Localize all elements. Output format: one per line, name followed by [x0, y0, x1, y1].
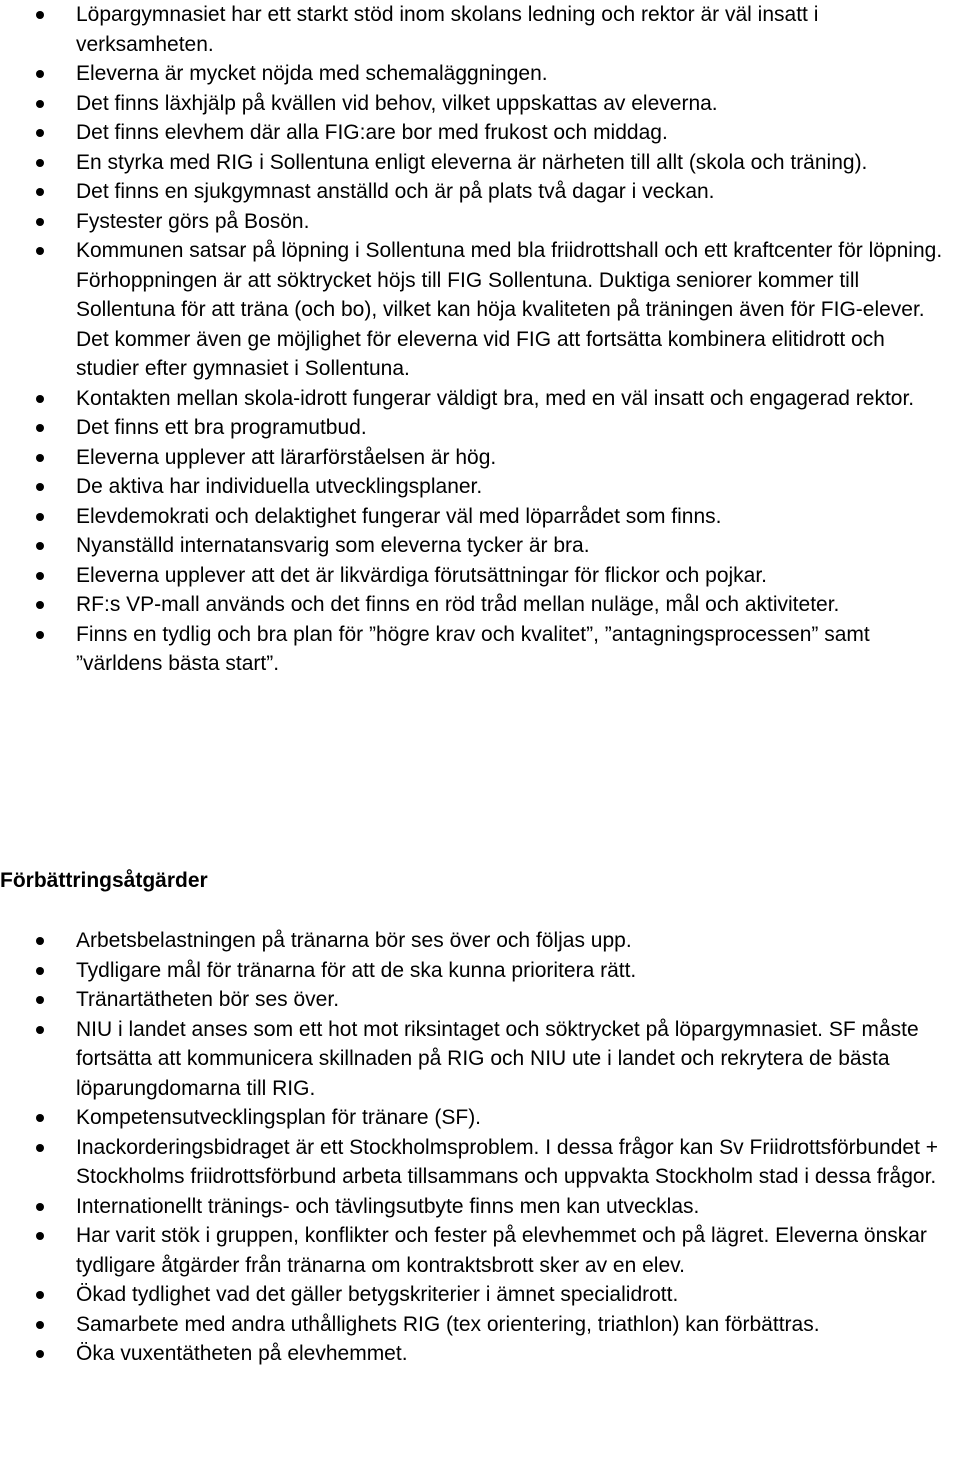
list-item: Fystester görs på Bosön. — [0, 207, 960, 237]
list-item: Det finns elevhem där alla FIG:are bor med frukost och middag. — [0, 118, 960, 148]
list-item: Internationellt tränings- och tävlingsutbyte finns men kan utvecklas. — [0, 1192, 960, 1222]
list-item: RF:s VP-mall används och det finns en röd tråd mellan nuläge, mål och aktiviteter. — [0, 590, 960, 620]
section-heading: Förbättringsåtgärder — [0, 869, 208, 892]
list-item: Tydligare mål för tränarna för att de ska kunna prioritera rätt. — [0, 956, 960, 986]
list-item: Samarbete med andra uthållighets RIG (tex orientering, triathlon) kan förbättras. — [0, 1310, 960, 1340]
list-item: NIU i landet anses som ett hot mot riksintaget och söktrycket på löpargymnasiet. SF måste fortsätta att kommunicera skillnaden på RIG och NIU ute i landet och rekrytera de bästa löparungdomarna till RIG. — [0, 1015, 960, 1104]
list-item: Kompetensutvecklingsplan för tränare (SF). — [0, 1103, 960, 1133]
strengths-list — [0, 0, 960, 679]
list-item: Kontakten mellan skola-idrott fungerar väldigt bra, med en väl insatt och engagerad rektor. — [0, 384, 960, 414]
list-item: Löpargymnasiet har ett starkt stöd inom skolans ledning och rektor är väl insatt i verksamheten. — [0, 0, 960, 59]
list-item: Ökad tydlighet vad det gäller betygskriterier i ämnet specialidrott. — [0, 1280, 960, 1310]
list-item: Eleverna är mycket nöjda med schemaläggningen. — [0, 59, 960, 89]
list-item: En styrka med RIG i Sollentuna enligt eleverna är närheten till allt (skola och träning). — [0, 148, 960, 178]
list-item: De aktiva har individuella utvecklingsplaner. — [0, 472, 960, 502]
list-item: Eleverna upplever att lärarförståelsen är hög. — [0, 443, 960, 473]
list-item: Tränartätheten bör ses över. — [0, 985, 960, 1015]
list-item: Inackorderingsbidraget är ett Stockholmsproblem. I dessa frågor kan Sv Friidrottsförbundet + Stockholms friidrottsförbund arbeta tillsammans och uppvakta Stockholm stad i dessa frågor. — [0, 1133, 960, 1192]
list-item: Nyanställd internatansvarig som eleverna tycker är bra. — [0, 531, 960, 561]
list-item: Elevdemokrati och delaktighet fungerar väl med löparrådet som finns. — [0, 502, 960, 532]
list-item: Det finns läxhjälp på kvällen vid behov, vilket uppskattas av eleverna. — [0, 89, 960, 119]
list-item: Det finns ett bra programutbud. — [0, 413, 960, 443]
improvements-list — [0, 926, 960, 1369]
list-item: Arbetsbelastningen på tränarna bör ses över och följas upp. — [0, 926, 960, 956]
list-item: Har varit stök i gruppen, konflikter och fester på elevhemmet och på lägret. Eleverna önskar tydligare åtgärder från tränarna om kontraktsbrott sker av en elev. — [0, 1221, 960, 1280]
list-item: Eleverna upplever att det är likvärdiga förutsättningar för flickor och pojkar. — [0, 561, 960, 591]
list-item: Finns en tydlig och bra plan för ”högre krav och kvalitet”, ”antagningsprocessen” samt ”världens bästa start”. — [0, 620, 960, 679]
list-item: Det finns en sjukgymnast anställd och är på plats två dagar i veckan. — [0, 177, 960, 207]
list-item: Öka vuxentätheten på elevhemmet. — [0, 1339, 960, 1369]
list-item: Kommunen satsar på löpning i Sollentuna med bla friidrottshall och ett kraftcenter för löpning. Förhoppningen är att söktrycket höjs till FIG Sollentuna. Duktiga seniorer kommer till Sollentuna för att träna (och bo), vilket kan höja kvaliteten på träningen även för FIG-elever. Det kommer även ge möjlighet för eleverna vid FIG att fortsätta kombinera elitidrott och studier efter gymnasiet i Sollentuna. — [0, 236, 960, 384]
